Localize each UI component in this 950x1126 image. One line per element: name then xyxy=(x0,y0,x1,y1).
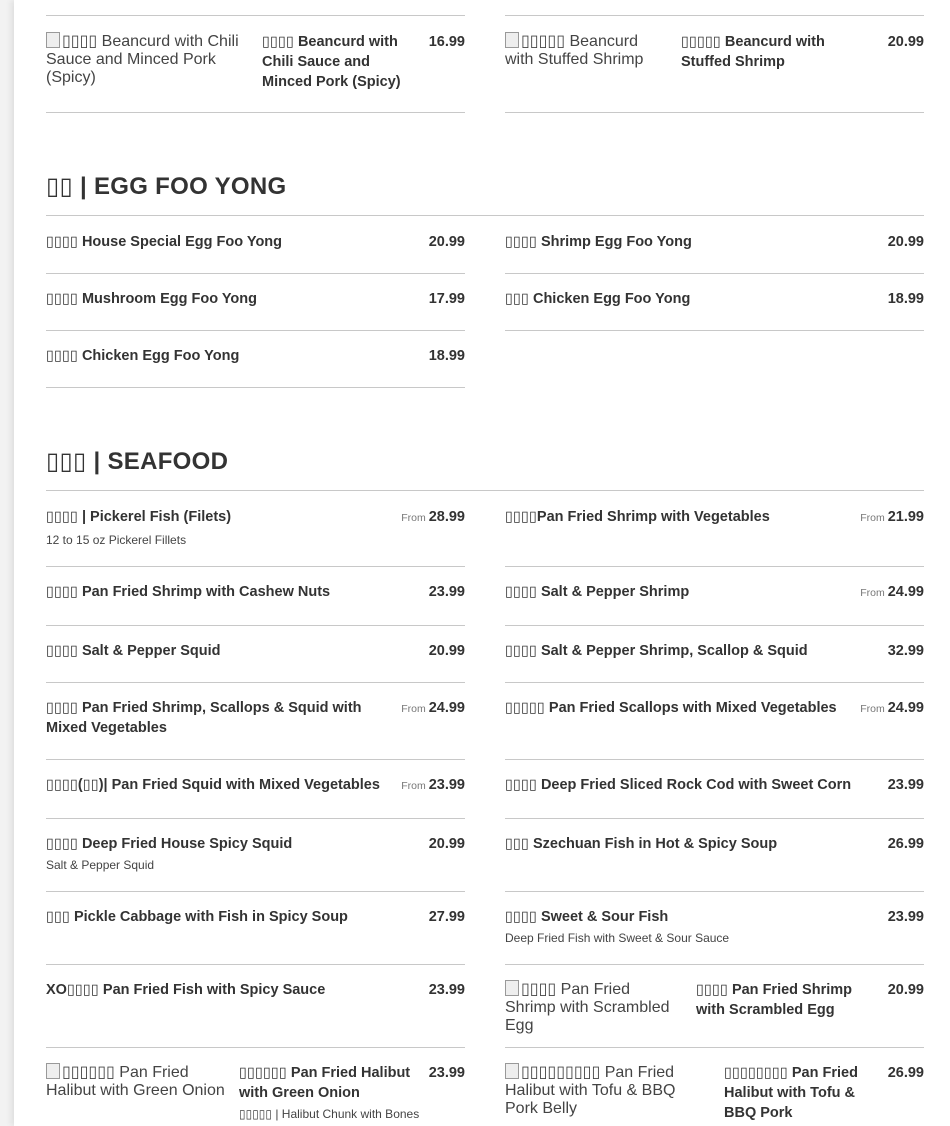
divider xyxy=(46,964,465,965)
broken-image-icon xyxy=(46,32,60,48)
item-description: ▯▯▯▯▯ | Halibut Chunk with Bones xyxy=(239,1107,420,1121)
menu-item[interactable] xyxy=(505,775,924,797)
divider xyxy=(505,818,924,819)
menu-item[interactable] xyxy=(505,980,924,1040)
item-price xyxy=(888,32,924,52)
item-name: ▯▯▯▯ Pan Fried Shrimp, Scallops & Squid with Mixed Vegetables xyxy=(46,700,362,736)
price-value: 23.99 xyxy=(428,777,465,793)
divider xyxy=(505,682,924,683)
item-name: ▯▯▯▯▯▯▯▯ Pan Fried Halibut with Tofu & BBQ Pork xyxy=(724,1065,858,1121)
menu-item[interactable] xyxy=(505,1063,924,1126)
item-price: 20.99 xyxy=(428,836,465,852)
item-name: ▯▯▯▯ Mushroom Egg Foo Yong xyxy=(46,291,258,307)
item-name: ▯▯▯▯ Beancurd with Chili Sauce and Minced Pork (Spicy) xyxy=(262,34,401,90)
item-name: ▯▯▯ Szechuan Fish in Hot & Spicy Soup xyxy=(505,836,778,852)
menu-item[interactable] xyxy=(46,582,465,604)
broken-image-icon xyxy=(46,1063,60,1079)
menu-item[interactable] xyxy=(46,834,465,878)
item-price: 23.99 xyxy=(428,982,465,998)
menu-item[interactable] xyxy=(46,1063,465,1126)
divider xyxy=(505,15,924,16)
item-image xyxy=(46,1063,231,1100)
item-price xyxy=(860,507,924,528)
menu-item[interactable] xyxy=(505,907,924,951)
menu-item[interactable] xyxy=(46,232,465,254)
divider xyxy=(46,682,465,683)
price-value: 28.99 xyxy=(428,509,465,525)
item-price: 26.99 xyxy=(887,1065,924,1081)
menu-item-beancurd-shrimp[interactable] xyxy=(505,31,924,111)
item-name: ▯▯▯▯ Salt & Pepper Shrimp, Scallop & Squid xyxy=(505,643,808,659)
item-image xyxy=(505,980,680,1035)
divider xyxy=(505,625,924,626)
item-price: 18.99 xyxy=(428,348,465,364)
item-price xyxy=(401,775,465,796)
divider xyxy=(505,273,924,274)
section-title-seafood: ▯▯▯ | SEAFOOD xyxy=(46,448,229,475)
item-image-alt: ▯▯▯▯▯ Beancurd with Stuffed Shrimp xyxy=(505,33,644,68)
section-title-egg-foo-yong: ▯▯ | EGG FOO YONG xyxy=(46,173,287,200)
divider xyxy=(505,964,924,965)
divider xyxy=(505,1047,924,1048)
item-name: ▯▯▯▯Pan Fried Shrimp with Vegetables xyxy=(505,509,770,525)
item-name: XO▯▯▯▯ Pan Fried Fish with Spicy Sauce xyxy=(46,982,326,998)
item-price: 27.99 xyxy=(428,909,465,925)
item-price: 32.99 xyxy=(887,643,924,659)
divider xyxy=(46,566,465,567)
item-name: ▯▯▯▯ Sweet & Sour Fish xyxy=(505,909,669,925)
price-value: 16.99 xyxy=(428,34,465,50)
item-image-alt: ▯▯▯▯▯▯▯▯▯ Pan Fried Halibut with Tofu & BBQ Pork Belly xyxy=(505,1064,676,1117)
broken-image-icon xyxy=(505,32,519,48)
item-price xyxy=(860,698,924,719)
divider xyxy=(505,566,924,567)
from-label: From xyxy=(860,703,885,715)
item-price: 23.99 xyxy=(428,1065,465,1081)
item-name: ▯▯▯▯▯ Pan Fried Scallops with Mixed Vegetables xyxy=(505,700,837,716)
menu-item[interactable] xyxy=(46,698,465,742)
item-name: ▯▯▯▯ Pan Fried Shrimp with Scrambled Egg xyxy=(696,982,852,1018)
item-name: ▯▯▯▯ Chicken Egg Foo Yong xyxy=(46,348,240,364)
broken-image-icon xyxy=(505,1063,519,1079)
menu-item[interactable] xyxy=(46,907,465,929)
item-image-alt: ▯▯▯▯ Beancurd with Chili Sauce and Minced Pork (Spicy) xyxy=(46,33,239,86)
menu-item[interactable] xyxy=(46,346,465,368)
menu-item[interactable] xyxy=(505,232,924,254)
item-name: ▯▯▯▯(▯▯)| Pan Fried Squid with Mixed Vegetables xyxy=(46,777,380,793)
from-label: From xyxy=(401,703,426,715)
broken-image-icon xyxy=(505,980,519,996)
item-price: 26.99 xyxy=(887,836,924,852)
item-price: 17.99 xyxy=(428,291,465,307)
price-value: 24.99 xyxy=(887,700,924,716)
item-image xyxy=(505,32,665,69)
divider xyxy=(46,818,465,819)
item-name: ▯▯▯ Chicken Egg Foo Yong xyxy=(505,291,691,307)
menu-item[interactable] xyxy=(46,980,465,1002)
item-price: 20.99 xyxy=(887,982,924,998)
divider xyxy=(46,15,465,16)
item-name: ▯▯▯▯▯▯ Pan Fried Halibut with Green Onion xyxy=(239,1065,411,1101)
item-name: ▯▯▯▯ Shrimp Egg Foo Yong xyxy=(505,234,692,250)
price-value: 24.99 xyxy=(428,700,465,716)
divider xyxy=(46,215,924,216)
divider xyxy=(46,759,465,760)
item-name: ▯▯▯▯ Deep Fried House Spicy Squid xyxy=(46,836,293,852)
item-price: 23.99 xyxy=(887,777,924,793)
item-name: ▯▯▯▯ House Special Egg Foo Yong xyxy=(46,234,283,250)
divider xyxy=(505,891,924,892)
item-name: ▯▯▯▯ Salt & Pepper Shrimp xyxy=(505,584,690,600)
from-label: From xyxy=(401,780,426,792)
item-price xyxy=(401,507,465,528)
menu-item[interactable] xyxy=(505,582,924,604)
divider xyxy=(46,625,465,626)
menu-item[interactable] xyxy=(46,641,465,663)
item-price: 20.99 xyxy=(428,643,465,659)
item-image-alt: ▯▯▯▯ Pan Fried Shrimp with Scrambled Egg xyxy=(505,981,670,1034)
item-price xyxy=(860,582,924,603)
item-name: ▯▯▯▯ Pan Fried Shrimp with Cashew Nuts xyxy=(46,584,331,600)
item-price: 23.99 xyxy=(887,909,924,925)
item-name: ▯▯▯▯▯ Beancurd with Stuffed Shrimp xyxy=(681,34,825,70)
item-description: 12 to 15 oz Pickerel Fillets xyxy=(46,533,187,547)
item-name: ▯▯▯▯ Deep Fried Sliced Rock Cod with Sweet Corn xyxy=(505,777,852,793)
item-price: 18.99 xyxy=(887,291,924,307)
item-description: Deep Fried Fish with Sweet & Sour Sauce xyxy=(505,931,730,945)
menu-item[interactable] xyxy=(505,698,924,742)
divider xyxy=(46,891,465,892)
from-label: From xyxy=(401,512,426,524)
item-image xyxy=(505,1063,710,1118)
menu-item-beancurd-chili[interactable] xyxy=(46,31,465,111)
item-name: ▯▯▯▯ Salt & Pepper Squid xyxy=(46,643,221,659)
divider xyxy=(46,112,465,113)
item-name: ▯▯▯ Pickle Cabbage with Fish in Spicy Soup xyxy=(46,909,348,925)
divider xyxy=(46,330,465,331)
menu-page xyxy=(14,0,950,1126)
divider xyxy=(46,387,465,388)
divider xyxy=(46,1047,465,1048)
menu-item[interactable] xyxy=(505,507,924,551)
from-label: From xyxy=(860,587,885,599)
item-description: Salt & Pepper Squid xyxy=(46,858,155,872)
divider xyxy=(46,273,465,274)
menu-item[interactable] xyxy=(46,507,465,551)
divider xyxy=(505,759,924,760)
item-image-alt: ▯▯▯▯▯▯ Pan Fried Halibut with Green Onion xyxy=(46,1064,225,1099)
price-value: 20.99 xyxy=(887,34,924,50)
item-image xyxy=(46,32,246,87)
item-price xyxy=(401,698,465,719)
divider xyxy=(505,330,924,331)
item-price xyxy=(429,32,465,52)
divider xyxy=(505,112,924,113)
menu-item[interactable] xyxy=(505,641,924,663)
divider xyxy=(46,490,924,491)
menu-item[interactable] xyxy=(505,289,924,311)
item-price: 20.99 xyxy=(887,234,924,250)
menu-item[interactable] xyxy=(46,289,465,311)
menu-item[interactable] xyxy=(46,775,465,797)
from-label: From xyxy=(860,512,885,524)
item-name: ▯▯▯▯ | Pickerel Fish (Filets) xyxy=(46,509,232,525)
item-price: 23.99 xyxy=(428,584,465,600)
item-price: 20.99 xyxy=(428,234,465,250)
price-value: 21.99 xyxy=(887,509,924,525)
menu-item[interactable] xyxy=(505,834,924,856)
price-value: 24.99 xyxy=(887,584,924,600)
